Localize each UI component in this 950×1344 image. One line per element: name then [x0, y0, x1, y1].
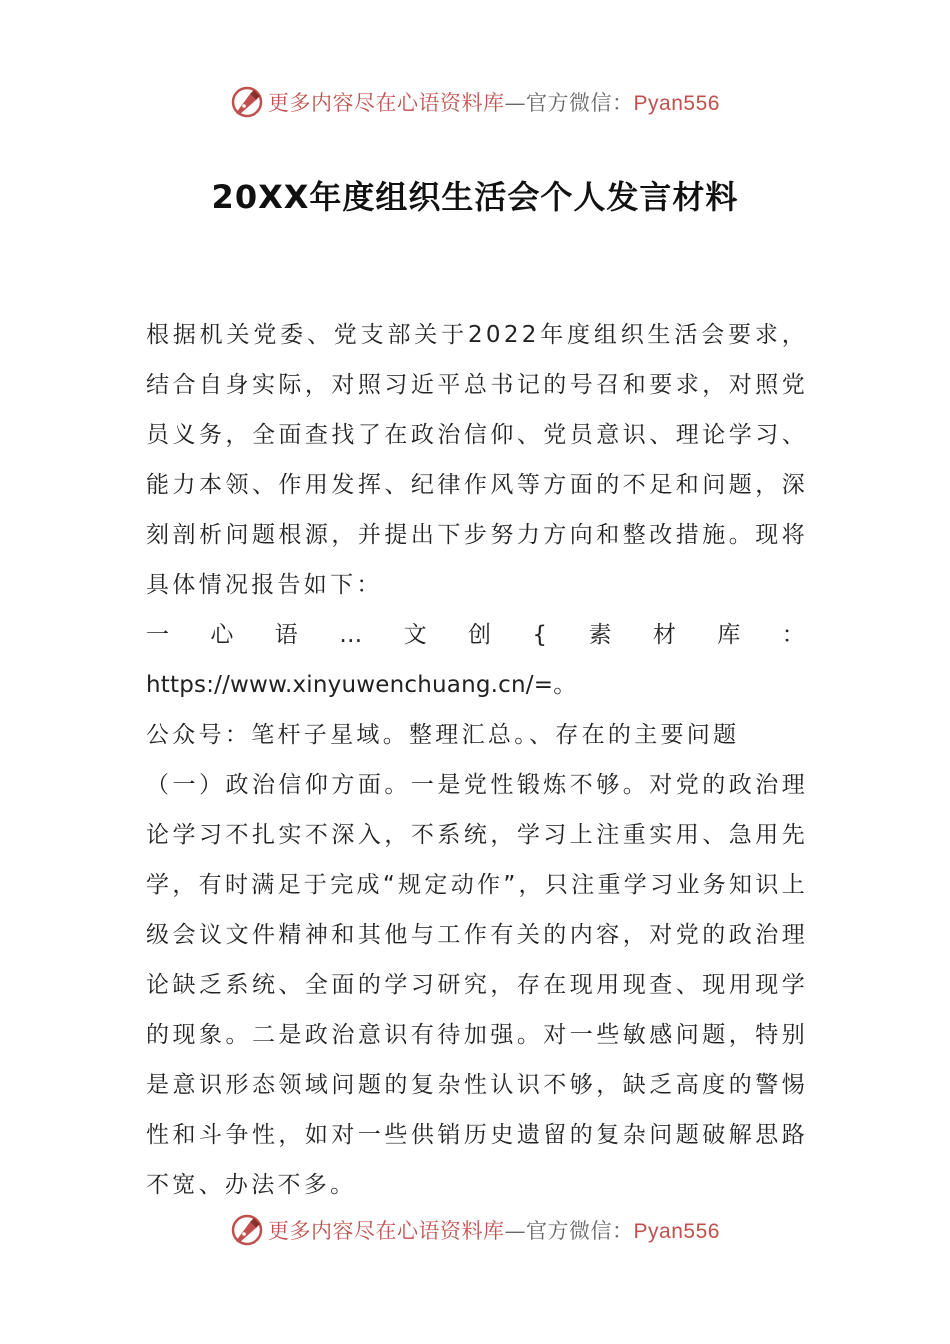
document-body	[146, 310, 808, 1210]
banner-official-text: —官方微信：	[504, 91, 634, 115]
header-banner	[0, 82, 950, 122]
paragraph-section-heading: 公众号：笔杆子星域。整理汇总。、存在的主要问题	[146, 722, 740, 748]
source-url: https://www.xinyuwenchuang.cn/=。	[146, 672, 577, 698]
banner-site-text: 更多内容尽在心语资料库	[268, 1219, 505, 1243]
banner-site-text: 更多内容尽在心语资料库	[268, 91, 505, 115]
paragraph-political-belief: （一）政治信仰方面。一是党性锻炼不够。对党的政治理论学习不扎实不深入，不系统，学习上注重实用、急用先学，有时满足于完成“规定动作”，只注重学习业务知识上级会议文件精神和其他与工作有关的内容，对党的政治理论缺乏系统、全面的学习研究，存在现用现查、现用现学的现象。二是政治意识有待加强。对一些敏感问题，特别是意识形态领域问题的复杂性认识不够，缺乏高度的警惕性和斗争性，如对一些供销历史遗留的复杂问题破解思路不宽、办法不多。	[146, 772, 808, 1198]
banner-wechat-id: Pyan556	[633, 92, 720, 115]
banner-text	[268, 1215, 720, 1245]
document-title: 20XX年度组织生活会个人发言材料	[211, 178, 739, 216]
paragraph-intro: 根据机关党委、党支部关于2022年度组织生活会要求，结合自身实际，对照习近平总书记的号召和要求，对照党员义务，全面查找了在政治信仰、党员意识、理论学习、能力本领、作用发挥、纪律作风等方面的不足和问题，深刻剖析问题根源，并提出下步努力方向和整改措施。现将具体情况报告如下：	[146, 322, 808, 598]
pen-nib-logo-icon	[230, 85, 264, 119]
banner-text	[268, 87, 720, 117]
pen-nib-logo-icon	[230, 1213, 264, 1247]
paragraph-source-line	[146, 610, 808, 710]
banner-wechat-id: Pyan556	[633, 1220, 720, 1243]
footer-banner	[0, 1210, 950, 1250]
banner-official-text: —官方微信：	[504, 1219, 634, 1243]
source-label: 一心语…文创{素材库：	[146, 622, 808, 648]
